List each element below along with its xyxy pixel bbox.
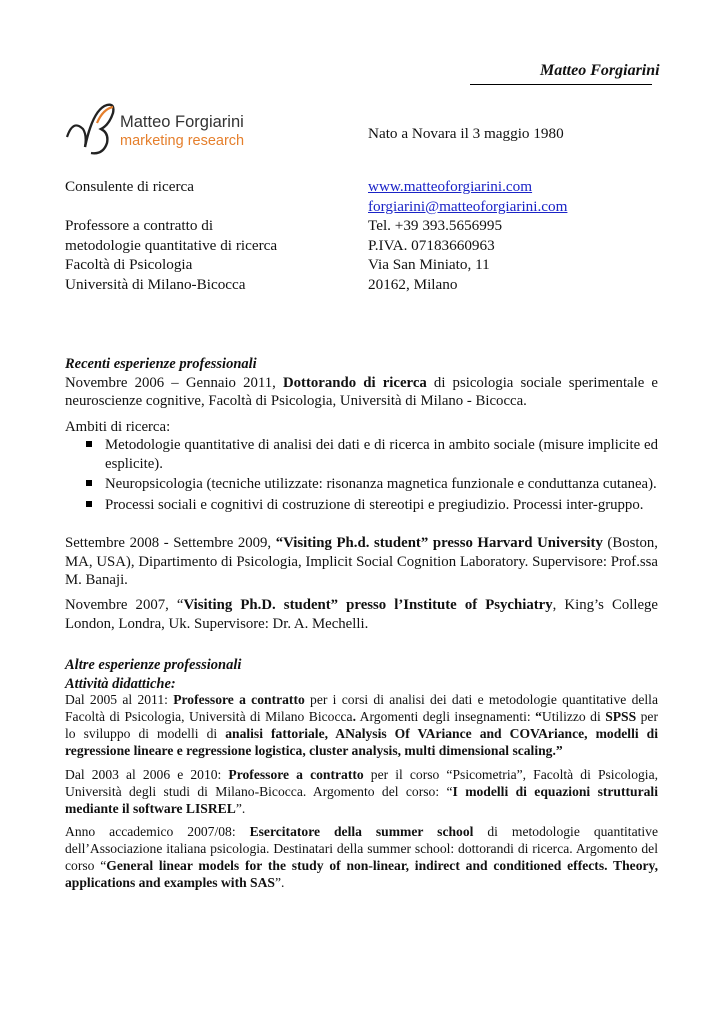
position-line: metodologie quantitative di ricerca [65,236,278,254]
logo-name: Matteo Forgiarini [120,113,244,131]
paragraph-teaching-1: Dal 2005 al 2011: Professore a contratto per i corsi di analisi dei dati e metodologie quantitative della Facoltà di Psicologia, Università di Milano Bicocca. Argomenti degli insegnamenti: “Utilizzo di SPSS per lo sviluppo di modelli di analisi fattoriale, ANalysis Of VAriance and COVAriance, modelli di regressione lineare e regressione logistica, cluster analysis, multi dimensional scaling.” [65,692,658,758]
research-areas-label: Ambiti di ricerca: [65,419,171,435]
research-areas-list [65,436,658,516]
address-city: 20162, Milano [368,275,458,293]
list-item: Processi sociali e cognitivi di costruzione di stereotipi e pregiudizio. Processi inter-gruppo. [105,496,658,515]
header-underline [470,84,652,85]
section-heading-other: Altre esperienze professionali [65,657,242,673]
bullet-icon [86,480,92,486]
position-line: Università di Milano-Bicocca [65,275,246,293]
phone: Tel. +39 393.5656995 [368,217,503,234]
position-line: Facoltà di Psicologia [65,256,193,273]
bullet-icon [86,441,92,447]
list-item: Metodologie quantitative di analisi dei dati e di ricerca in ambito sociale (misure implicite ed esplicite). [105,436,658,473]
bullet-icon [86,501,92,507]
website-link[interactable]: www.matteoforgiarini.com [368,178,533,195]
paragraph-kings: Novembre 2007, “Visiting Ph.D. student” presso l’Institute of Psychiatry, King’s College London, Londra, Uk. Supervisore: Dr. A. Mechelli. [65,597,658,632]
email-link[interactable]: forgiarini@matteoforgiarini.com [368,197,568,215]
vat-number: P.IVA. 07183660963 [368,236,495,254]
birth-info: Nato a Novara il 3 maggio 1980 [368,125,564,142]
role: Consulente di ricerca [65,178,195,195]
logo-tagline: marketing research [120,133,245,149]
paragraph-teaching-2: Dal 2003 al 2006 e 2010: Professore a contratto per il corso “Psicometria”, Facoltà di Psicologia, Università degli studi di Milano-Bicocca. Argomento del corso: “I modelli di equazioni strutturali mediante il software LISREL”. [65,767,658,816]
paragraph-harvard: Settembre 2008 - Settembre 2009, “Visiting Ph.d. student” presso Harvard University (Boston, MA, USA), Dipartimento di Psicologia, Implicit Social Cognition Laboratory. Supervisore: Prof.ssa M. Banaji. [65,535,658,588]
section-heading-recent: Recenti esperienze professionali [65,356,257,372]
address-street: Via San Miniato, 11 [368,256,490,273]
subheading-teaching: Attività didattiche: [65,675,176,692]
position-line: Professore a contratto di [65,217,214,234]
list-item: Neuropsicologia (tecniche utilizzate: risonanza magnetica funzionale e conduttanza cutanea). [105,475,658,494]
paragraph-phd: Novembre 2006 – Gennaio 2011, Dottorando di ricerca di psicologia sociale sperimentale e neuroscienze cognitive, Facoltà di Psicologia, Università di Milano - Bicocca. [65,374,658,409]
header-name: Matteo Forgiarini [540,62,660,79]
paragraph-teaching-3: Anno accademico 2007/08: Esercitatore della summer school di metodologie quantitative dell’Associazione italiana psicologia. Destinatari della summer school: dottorandi di ricerca. Argomento del corso “General linear models for the study of non-linear, indirect and conditioned effects. Theory, applications and examples with SAS”. [65,824,658,890]
